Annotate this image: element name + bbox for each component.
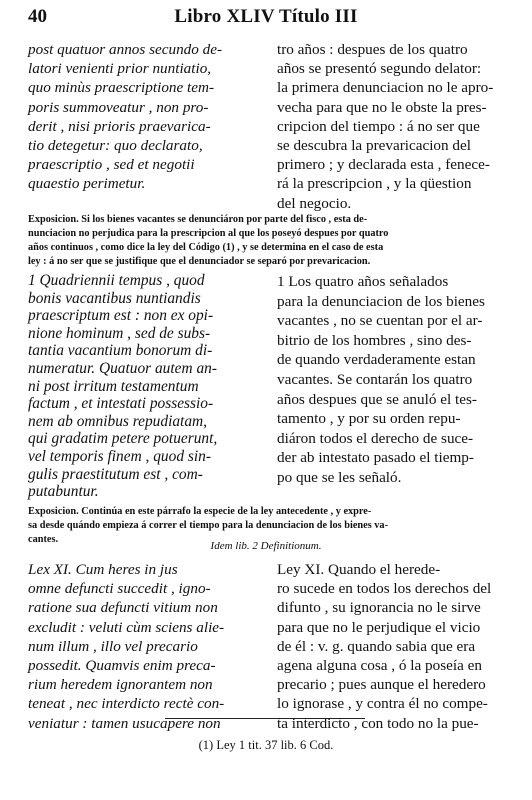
spanish-line: de él : v. g. quando sabia que era <box>277 637 476 655</box>
latin-line: tio detegetur: quo declarato, <box>28 137 203 155</box>
exposicion-1 <box>28 213 504 269</box>
spanish-line: lo ignorase , y contra él no compe- <box>277 695 488 713</box>
running-title: Libro XLIV Título III <box>174 6 358 27</box>
latin-line: tantia vacantium bonorum di- <box>28 342 213 360</box>
latin-line: excludit : veluti cùm sciens alie- <box>28 618 225 636</box>
spanish-line: se descubra la prevaricacion del <box>277 137 471 155</box>
spanish-line: Ley XI. Quando el herede- <box>277 561 441 578</box>
latin-line: possedit. Quamvis enim preca- <box>28 657 216 675</box>
latin-line: omne defuncti succedit , igno- <box>28 580 211 598</box>
spanish-line: la primera denunciacion no le apro- <box>277 79 494 97</box>
spanish-line: difunto , su ignorancia no le sirve <box>277 599 481 617</box>
spanish-line: po que se les señaló. <box>277 468 402 486</box>
latin-line: nem ab omnibus repudiatam, <box>28 412 207 430</box>
page-header <box>28 6 504 30</box>
latin-line: factum , et intestati possessio- <box>28 395 214 413</box>
spanish-line: agena alguna cosa , ó la poseía en <box>277 657 482 675</box>
spanish-column-2 <box>277 272 507 488</box>
latin-line: 1 Quadriennii tempus , quod <box>28 272 205 289</box>
spanish-line: para la denunciacion de los bienes <box>277 292 485 310</box>
spanish-line: para que no le perjudique el vicio <box>277 618 481 636</box>
spanish-line: ta interdicto , con todo no la pue- <box>277 714 479 732</box>
spanish-line: bitrio de los hombres , sino des- <box>277 331 472 349</box>
exposicion-line: ley : á no ser que se justifique que el denunciador se separó por prevaricacion. <box>28 256 371 267</box>
latin-column-2 <box>28 272 268 501</box>
latin-line: veniatur : tamen usucapere non <box>28 714 221 732</box>
spanish-line: tro años : despues de los quatro <box>277 41 468 58</box>
spanish-column-1 <box>277 40 507 213</box>
spanish-column-3 <box>277 560 507 733</box>
latin-line: putabuntur. <box>28 483 99 501</box>
spanish-line: cripcion del tiempo : á no ser que <box>277 117 480 135</box>
latin-line: teneat , nec interdicto rectè con- <box>28 695 225 713</box>
latin-line: vel temporis finem , quod sin- <box>28 447 211 465</box>
spanish-line: del negocio. <box>277 194 352 212</box>
latin-line: Lex XI. Cum heres in jus <box>28 561 178 578</box>
latin-line: poris summoveatur , non pro- <box>28 98 209 116</box>
latin-line: praescriptio , sed et negotii <box>28 156 195 174</box>
spanish-line: primero ; y declarada esta , fenece- <box>277 156 490 174</box>
exposicion-line: nunciacion no perjudica para la prescripcion al que los poseyó despues por quatro <box>28 228 389 239</box>
footnote-rule <box>165 718 365 719</box>
latin-line: rium heredem ignorantem non <box>28 676 213 694</box>
spanish-line: tamento , y por su orden repu- <box>277 410 461 428</box>
latin-line: latori venienti prior nuntiatio, <box>28 60 212 78</box>
latin-line: bonis vacantibus nuntiandis <box>28 289 201 307</box>
latin-line: nione hominum , sed de subs- <box>28 324 211 342</box>
exposicion-line: Exposicion. Continúa en este párrafo la especie de la ley antecedente , y expre- <box>28 506 372 517</box>
latin-line: quaestio perimetur. <box>28 175 146 193</box>
spanish-line: der ab intestato pasado el tiemp- <box>277 449 474 467</box>
page-number: 40 <box>28 6 47 27</box>
exposicion-line: Exposicion. Si los bienes vacantes se denunciáron por parte del fisco , esta de- <box>28 214 368 225</box>
latin-line: num illum , illo vel precario <box>28 637 198 655</box>
spanish-line: vacantes. Se contarán los quatro <box>277 370 473 388</box>
latin-column-3 <box>28 560 268 733</box>
latin-line: numeratur. Quatuor autem an- <box>28 359 217 377</box>
spanish-line: diáron todos el derecho de suce- <box>277 429 474 447</box>
exposicion-line: años continuos , como dice la ley del Código (1) , y se determina en el caso de esta <box>28 242 384 253</box>
spanish-line: rá la prescripcion , y la qüestion <box>277 175 472 193</box>
spanish-line: precario ; pues aunque el heredero <box>277 676 486 694</box>
exposicion-line: cantes. <box>28 534 59 545</box>
latin-line: ni post irritum testamentum <box>28 377 199 395</box>
latin-line: derit , nisi prioris praevarica- <box>28 117 211 135</box>
exposicion-line: sa desde quándo empieza á correr el tiempo para la denunciacion de los bienes va- <box>28 520 389 531</box>
spanish-line: de quando verdaderamente estan <box>277 351 476 369</box>
latin-column-1 <box>28 40 268 194</box>
latin-line: gulis praestitutum est , com- <box>28 465 203 483</box>
latin-line: qui gradatim petere potuerunt, <box>28 430 218 448</box>
latin-line: ratione sua defuncti vitium non <box>28 599 218 617</box>
footnote: (1) Ley 1 tit. 37 lib. 6 Cod. <box>198 738 334 752</box>
spanish-line: vacantes , no se cuentan por el ar- <box>277 312 483 330</box>
latin-line: quo minùs praescriptione tem- <box>28 79 215 97</box>
spanish-line: vecha para que no le obste la pres- <box>277 98 487 116</box>
latin-line: praescriptum est : non ex opi- <box>28 307 214 325</box>
spanish-line: años se presentó segundo delator: <box>277 60 482 78</box>
spanish-line: ro sucede en todos los derechos del <box>277 580 492 598</box>
latin-line: post quatuor annos secundo de- <box>28 41 223 58</box>
spanish-line: 1 Los quatro años señalados <box>277 273 449 290</box>
spanish-line: años despues que se anuló el tes- <box>277 390 477 408</box>
source-citation: Idem lib. 2 Definitionum. <box>210 540 322 552</box>
